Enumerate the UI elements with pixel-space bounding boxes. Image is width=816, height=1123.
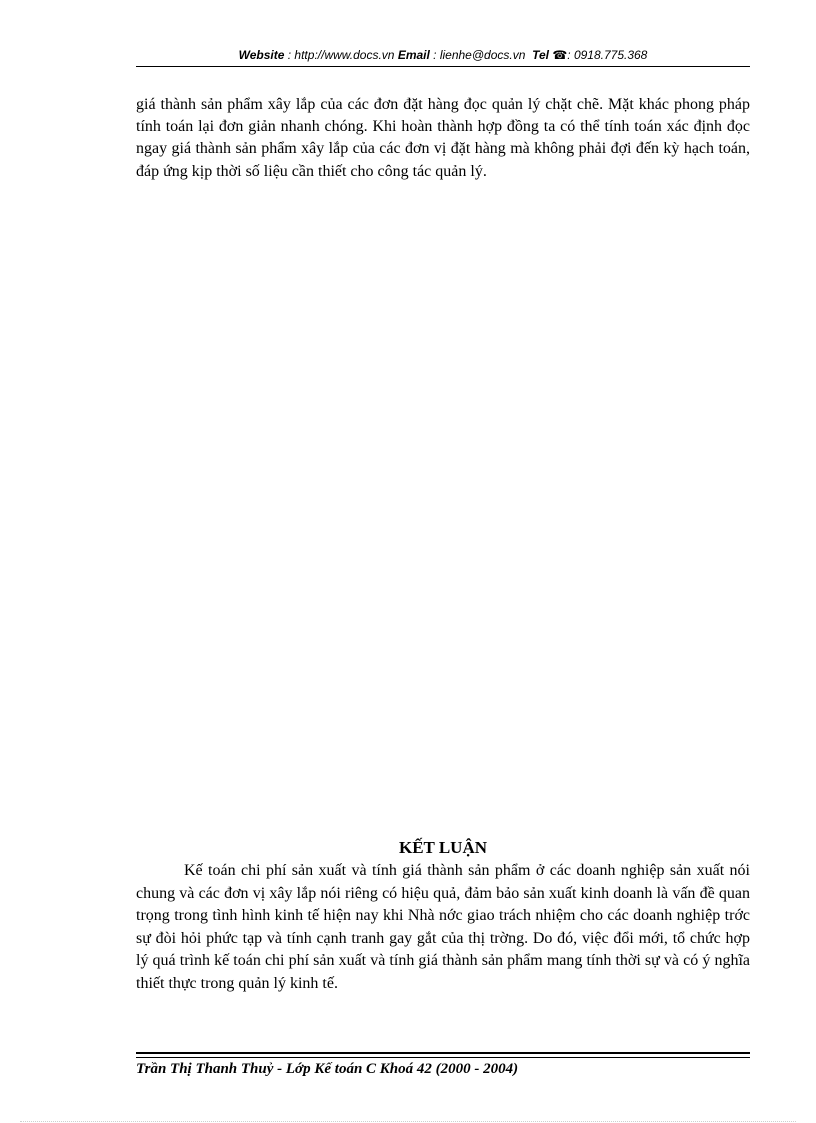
phone-icon: ☎ <box>552 48 568 62</box>
conclusion-paragraph: Kế toán chi phí sản xuất và tính giá thành sản phẩm ở các doanh nghiệp sản xuất nói chung và các đơn vị xây lắp nói riêng có hiệu quả, đảm bảo sản xuất kinh doanh là vấn đề quan trọng trong tình hình kinh tế hiện nay khi Nhà nớc giao trách nhiệm cho các doanh nghiệp trớc sự đòi hỏi phức tạp và tính cạnh tranh gay gắt của thị trờng. Do đó, việc đổi mới, tổ chức hợp lý quá trình kế toán chi phí sản xuất và tính giá thành sản phẩm mang tính thời sự và có ý nghĩa thiết thực trong quản lý kinh tế. <box>136 862 750 992</box>
body-paragraph-1: giá thành sản phẩm xây lắp của các đơn đặt hàng đọc quản lý chặt chẽ. Mặt khác phong pháp tính toán lại đơn giản nhanh chóng. Khi hoàn thành hợp đồng ta có thể tính toán xác định đọc ngay giá thành sản phẩm xây lắp của các đơn vị đặt hàng mà không phải đợi đến kỳ hạch toán, đáp ứng kịp thời số liệu cần thiết cho công tác quản lý. <box>136 96 750 180</box>
website-label: Website <box>238 48 285 62</box>
page-footer: Trần Thị Thanh Thuỷ - Lớp Kế toán C Khoá 42 (2000 - 2004) <box>136 1061 519 1077</box>
page-edge-divider <box>20 1121 796 1122</box>
footer-divider <box>136 1052 750 1058</box>
page-header <box>136 46 750 67</box>
tel-label: Tel <box>532 48 549 62</box>
website-link[interactable]: : http://www.docs.vn <box>284 48 398 62</box>
email-label: Email <box>397 48 430 62</box>
email-link[interactable]: : lienhe@docs.vn <box>429 48 529 62</box>
conclusion-title: KẾT LUẬN <box>398 838 487 857</box>
tel-value: : 0918.775.368 <box>567 48 648 62</box>
